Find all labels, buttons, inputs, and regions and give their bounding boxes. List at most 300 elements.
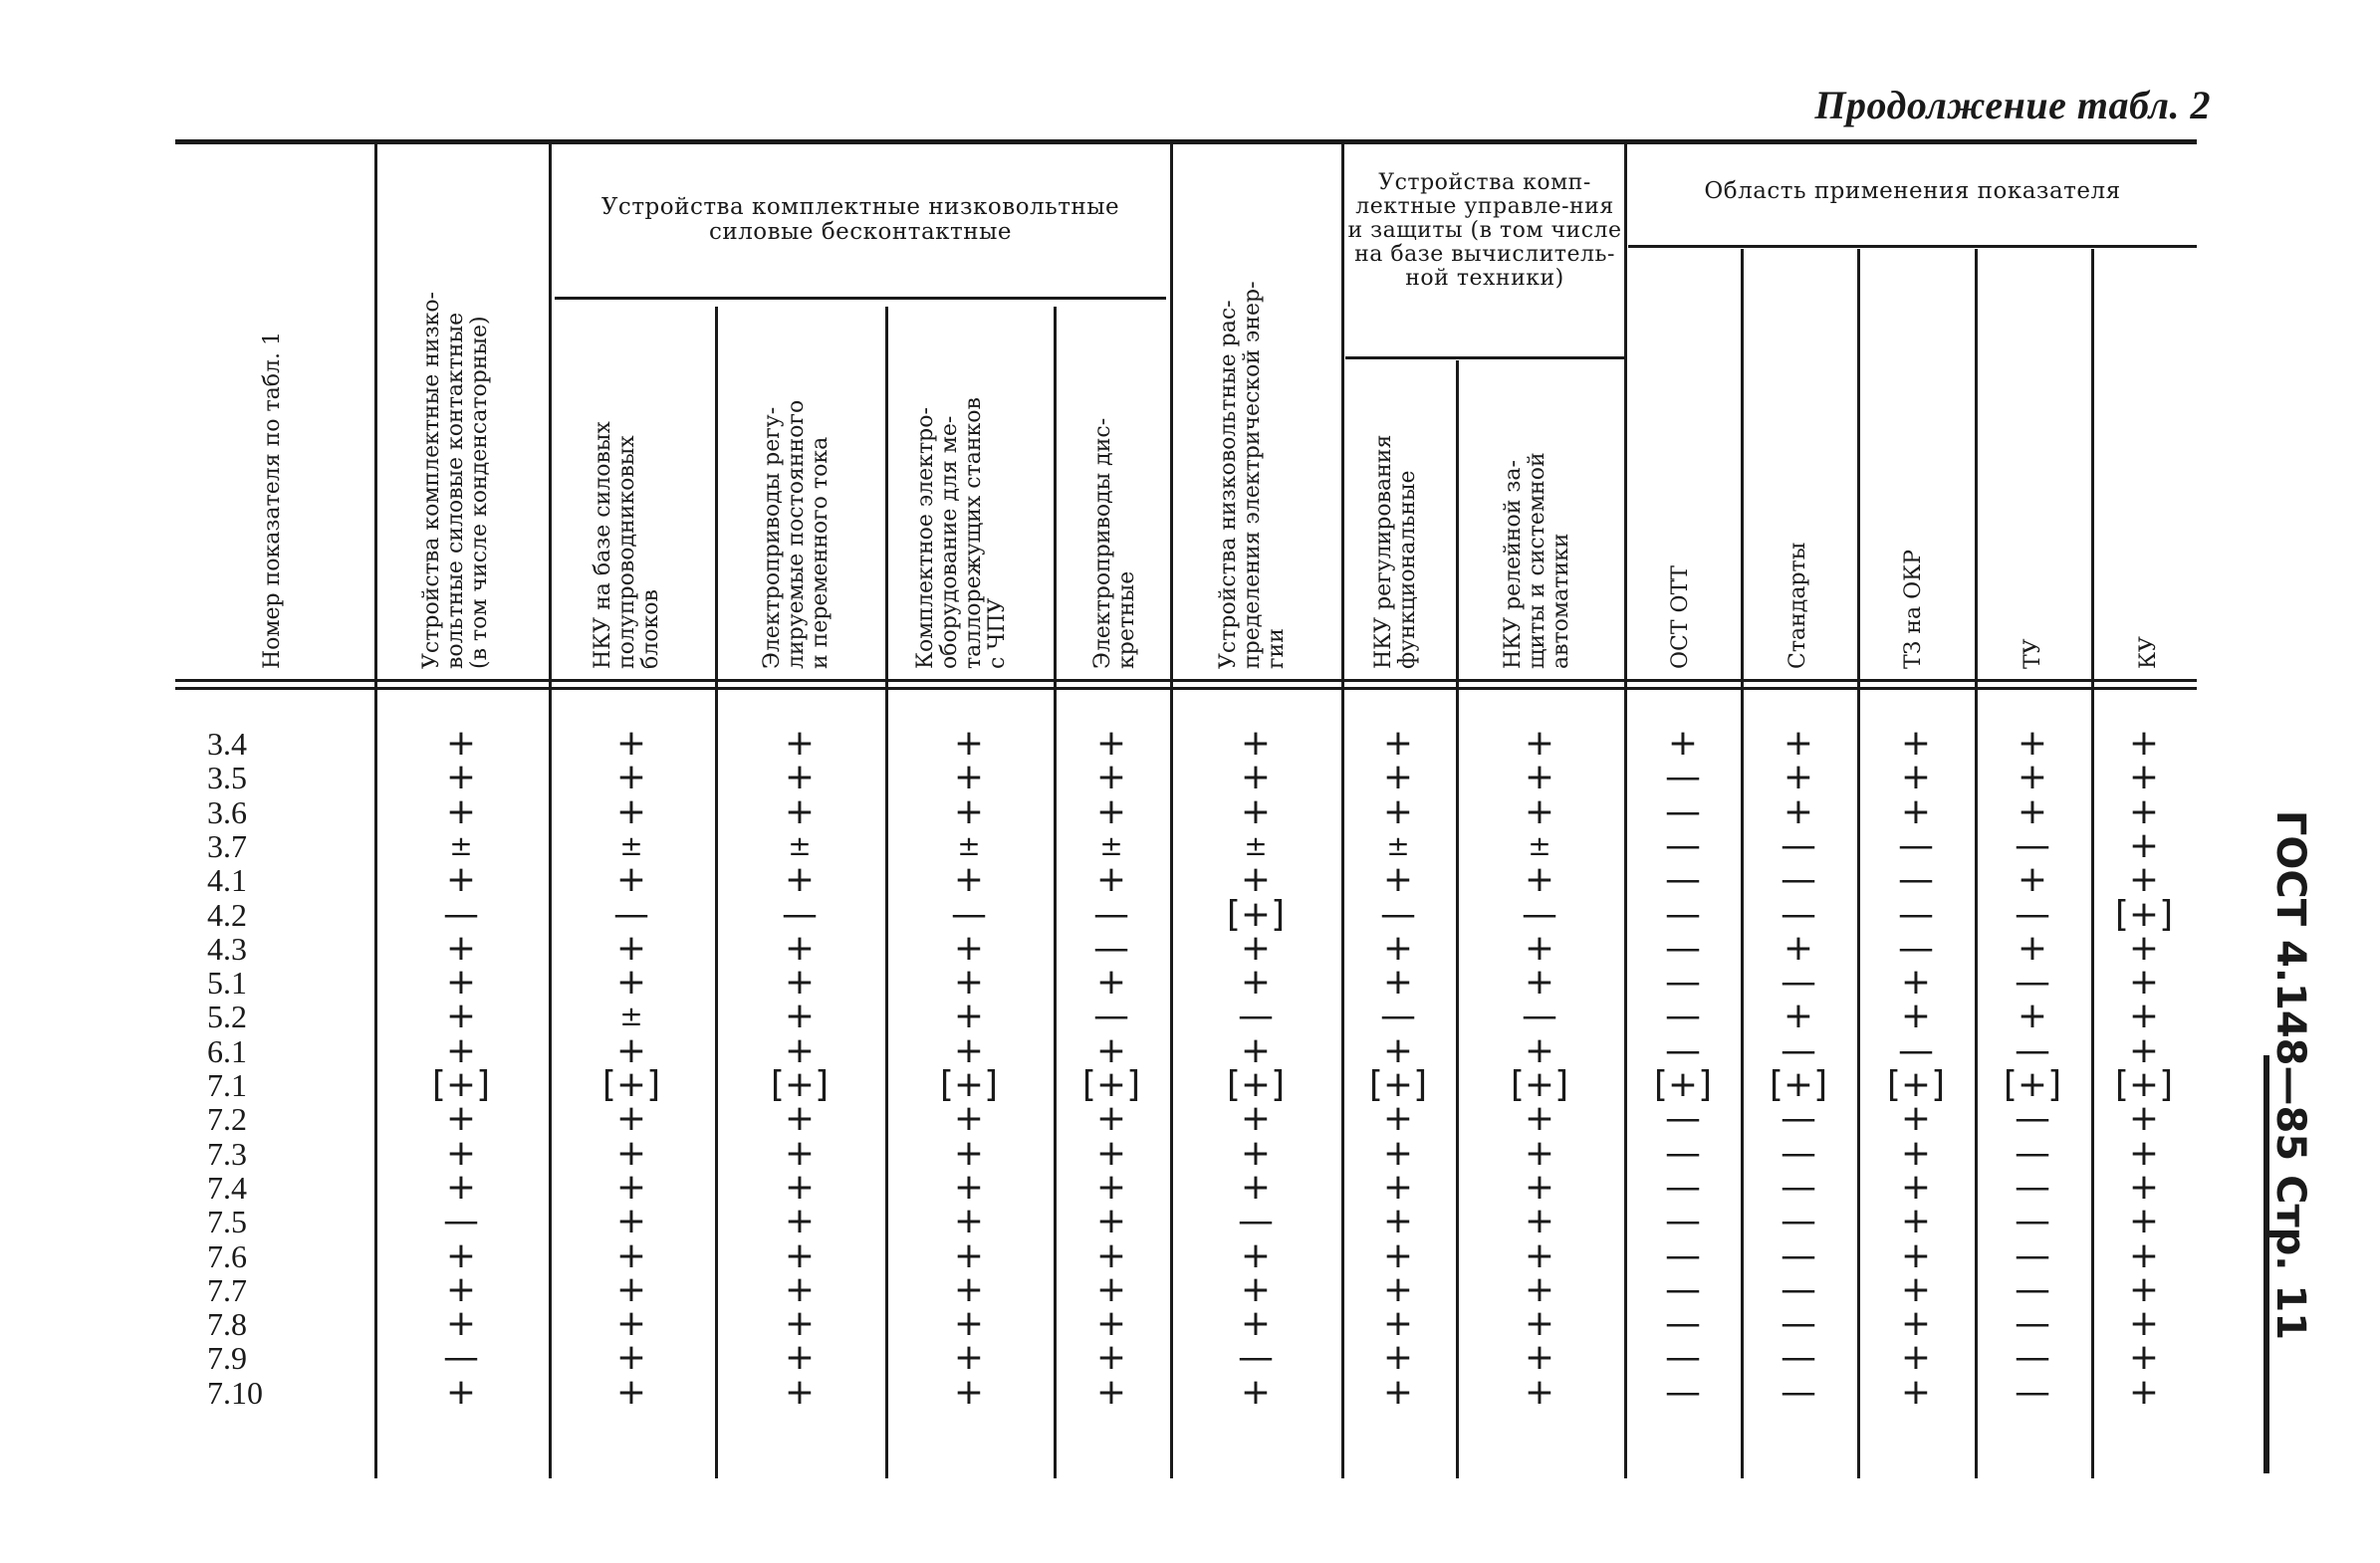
table-cell: + <box>784 859 816 901</box>
table-cell: + <box>615 859 647 901</box>
table-cell: + <box>1524 1337 1555 1379</box>
table-cell: + <box>1524 1234 1555 1276</box>
table-cell: + <box>1524 1268 1555 1310</box>
table-cell: ± <box>1528 828 1551 862</box>
table-cell: + <box>953 1268 985 1310</box>
header-col-nku-blokov: НКУ на базе силовых полупроводниковых блоков <box>591 421 663 669</box>
table-cell: + <box>445 1268 477 1310</box>
table-cell: — <box>1380 893 1416 935</box>
table-cell: — <box>1781 1303 1816 1345</box>
table-cell: + <box>1095 962 1127 1004</box>
table-cell: + <box>1240 927 1272 969</box>
table-cell: — <box>1898 859 1934 901</box>
table-cell: + <box>1900 1132 1932 1174</box>
table-cell: + <box>1240 1098 1272 1140</box>
table-cell: + <box>784 1371 816 1413</box>
header-col-electroprivody-reg: Электроприводы регу- лируемые постоянного и переменного тока <box>760 399 833 669</box>
table-cell: — <box>613 893 649 935</box>
table-cell: + <box>445 723 477 764</box>
table-cell: — <box>1238 1337 1274 1379</box>
table-cell: + <box>1524 962 1555 1004</box>
table-cell: + <box>1900 790 1932 832</box>
table-cell: — <box>1781 824 1816 866</box>
table-cell: + <box>1240 1166 1272 1208</box>
table-cell: + <box>1240 1029 1272 1071</box>
table-cell: — <box>1665 1268 1701 1310</box>
table-cell: — <box>1238 1201 1274 1242</box>
table-cell: — <box>1665 1201 1701 1242</box>
vline <box>1975 249 1978 1478</box>
table-cell: — <box>2015 1268 2050 1310</box>
table-caption: Продолжение табл. 2 <box>1814 83 2211 127</box>
table-cell: + <box>445 1132 477 1174</box>
table-cell: [+] <box>2003 1064 2062 1105</box>
table-cell: [+] <box>2114 893 2174 935</box>
table-cell: — <box>1781 962 1816 1004</box>
table-cell: + <box>1240 962 1272 1004</box>
table-cell: + <box>2128 1132 2160 1174</box>
table-cell: + <box>1240 1268 1272 1310</box>
table-cell: + <box>2017 927 2048 969</box>
table-cell: + <box>1095 1303 1127 1345</box>
table-cell: ± <box>957 828 981 862</box>
table-cell: + <box>1900 1234 1932 1276</box>
header-col-ost-ott: ОСТ ОТТ <box>1668 565 1693 669</box>
table-cell: + <box>953 962 985 1004</box>
row-number: 4.3 <box>207 930 247 967</box>
table-cell: + <box>2128 1029 2160 1071</box>
table-cell: + <box>1900 996 1932 1037</box>
table-cell: — <box>1898 824 1934 866</box>
table-cell: — <box>2015 1029 2050 1071</box>
table-cell: + <box>784 723 816 764</box>
table-cell: — <box>1781 1337 1816 1379</box>
table-cell: + <box>615 1201 647 1242</box>
table-cell: + <box>1382 1098 1414 1140</box>
table-cell: + <box>784 1337 816 1379</box>
header-col-electroprivody-disk: Электроприводы дис- кретные <box>1090 417 1139 669</box>
table-cell: + <box>953 927 985 969</box>
table-cell: + <box>2128 790 2160 832</box>
table-cell: + <box>1900 1303 1932 1345</box>
table-cell: — <box>1665 962 1701 1004</box>
table-cell: + <box>1382 1029 1414 1071</box>
table-cell: + <box>2128 1166 2160 1208</box>
table-cell: — <box>1665 1098 1701 1140</box>
group-beskontakt-underline <box>555 297 1166 300</box>
table-cell: — <box>2015 824 2050 866</box>
table-cell: + <box>615 790 647 832</box>
header-col-number: Номер показателя по табл. 1 <box>260 332 285 669</box>
row-number: 3.5 <box>207 760 247 796</box>
vline <box>1456 360 1459 1478</box>
table-cell: — <box>1898 893 1934 935</box>
table-cell: + <box>1667 723 1699 764</box>
table-cell: + <box>1783 757 1814 798</box>
table-cell: + <box>784 1098 816 1140</box>
table-cell: + <box>445 859 477 901</box>
table-cell: + <box>2017 790 2048 832</box>
table-cell: ± <box>619 1000 643 1033</box>
table-cell: [+] <box>770 1064 830 1105</box>
table-cell: + <box>784 927 816 969</box>
table-cell: + <box>1095 1371 1127 1413</box>
table-cell: — <box>2015 1201 2050 1242</box>
header-col-standarty: Стандарты <box>1785 542 1810 669</box>
table-cell: — <box>1665 757 1701 798</box>
table-cell: + <box>1095 859 1127 901</box>
table-cell: + <box>1524 1098 1555 1140</box>
row-number: 5.1 <box>207 965 247 1002</box>
table-cell: + <box>2128 962 2160 1004</box>
table-cell: + <box>615 1303 647 1345</box>
table-cell: + <box>1524 1166 1555 1208</box>
table-cell: + <box>615 723 647 764</box>
table-cell: + <box>784 1029 816 1071</box>
vline <box>1341 144 1344 1478</box>
table-cell: — <box>1781 1234 1816 1276</box>
table-cell: + <box>784 757 816 798</box>
table-cell: + <box>1240 723 1272 764</box>
table-cell: + <box>445 1234 477 1276</box>
vline <box>1624 144 1627 1478</box>
table-cell: [+] <box>1368 1064 1428 1105</box>
table-cell: + <box>615 1337 647 1379</box>
table-cell: [+] <box>431 1064 491 1105</box>
table-cell: + <box>2128 859 2160 901</box>
table-cell: + <box>1095 1201 1127 1242</box>
vline <box>1054 307 1057 1478</box>
table-cell: — <box>1665 893 1701 935</box>
table-cell: + <box>1095 1132 1127 1174</box>
table-cell: + <box>2017 723 2048 764</box>
table-cell: + <box>2128 1201 2160 1242</box>
table-cell: + <box>2017 996 2048 1037</box>
row-number: 7.3 <box>207 1135 247 1172</box>
table-cell: + <box>1095 790 1127 832</box>
table-cell: — <box>1665 996 1701 1037</box>
table-cell: — <box>1665 1029 1701 1071</box>
table-cell: + <box>1382 757 1414 798</box>
table-cell: — <box>1093 927 1129 969</box>
table-cell: + <box>445 1371 477 1413</box>
table-cell: ± <box>449 828 473 862</box>
table-cell: + <box>445 927 477 969</box>
table-cell: [+] <box>1510 1064 1569 1105</box>
table-cell: — <box>1093 893 1129 935</box>
table-cell: + <box>1524 1201 1555 1242</box>
table-cell: + <box>1524 1029 1555 1071</box>
table-cell: — <box>1898 1029 1934 1071</box>
vline <box>1741 249 1744 1478</box>
table-cell: + <box>1524 927 1555 969</box>
row-number: 7.10 <box>207 1374 263 1411</box>
table-cell: + <box>953 1371 985 1413</box>
table-cell: — <box>2015 1337 2050 1379</box>
table-cell: — <box>443 893 479 935</box>
table-cell: + <box>1382 1371 1414 1413</box>
table-cell: + <box>953 1132 985 1174</box>
table-cell: + <box>2128 824 2160 866</box>
table-cell: — <box>1093 996 1129 1037</box>
table-cell: + <box>1783 790 1814 832</box>
header-bottom-rule-2 <box>175 687 2197 690</box>
table-cell: + <box>1240 859 1272 901</box>
vline <box>374 144 377 1478</box>
table-cell: + <box>2128 1371 2160 1413</box>
table-cell: + <box>1524 1132 1555 1174</box>
vline <box>885 307 888 1478</box>
row-number: 7.4 <box>207 1169 247 1206</box>
table-cell: + <box>1783 927 1814 969</box>
table-cell: + <box>1382 859 1414 901</box>
table-cell: + <box>1095 723 1127 764</box>
table-cell: ± <box>1244 828 1268 862</box>
table-cell: — <box>1665 1337 1701 1379</box>
table-cell: + <box>1382 1201 1414 1242</box>
vline <box>1857 249 1860 1478</box>
table-cell: + <box>1900 1371 1932 1413</box>
table-cell: + <box>2128 1337 2160 1379</box>
row-number: 5.2 <box>207 999 247 1035</box>
table-cell: + <box>1524 757 1555 798</box>
row-number: 3.4 <box>207 726 247 762</box>
table-cell: + <box>1095 1098 1127 1140</box>
table-cell: + <box>1240 757 1272 798</box>
table-cell: + <box>1900 1337 1932 1379</box>
table-cell: [+] <box>1653 1064 1713 1105</box>
vline <box>1170 144 1173 1478</box>
row-number: 3.6 <box>207 793 247 830</box>
vline <box>2091 249 2094 1478</box>
table-cell: — <box>1781 1098 1816 1140</box>
table-cell: + <box>953 790 985 832</box>
table-cell: [+] <box>1226 893 1286 935</box>
table-cell: + <box>1524 723 1555 764</box>
row-number: 6.1 <box>207 1032 247 1069</box>
table-cell: + <box>445 757 477 798</box>
table-cell: — <box>1665 1132 1701 1174</box>
header-bottom-rule-1 <box>175 679 2197 682</box>
table-cell: + <box>615 927 647 969</box>
table-cell: + <box>1095 1029 1127 1071</box>
table-cell: + <box>1524 859 1555 901</box>
table-cell: + <box>953 1029 985 1071</box>
table-cell: + <box>1900 1098 1932 1140</box>
table-cell: + <box>953 996 985 1037</box>
row-number: 4.2 <box>207 896 247 933</box>
table-cell: + <box>2128 1098 2160 1140</box>
table-cell: ± <box>1386 828 1410 862</box>
row-number: 7.8 <box>207 1306 247 1343</box>
row-number: 7.7 <box>207 1271 247 1308</box>
row-number: 7.1 <box>207 1067 247 1103</box>
table-cell: — <box>2015 1098 2050 1140</box>
row-number: 7.6 <box>207 1237 247 1274</box>
vline <box>549 144 552 1478</box>
table-cell: + <box>1382 1337 1414 1379</box>
side-stamp: ГОСТ 4.148—85 Стр. 11 <box>2267 809 2313 1341</box>
table-cell: + <box>1240 790 1272 832</box>
table-cell: — <box>1665 927 1701 969</box>
table-cell: + <box>1783 723 1814 764</box>
table-cell: + <box>615 1166 647 1208</box>
header-col-chpu: Комплектное электро- оборудование для ме- таллорежущих станков с ЧПУ <box>913 397 1010 669</box>
table-cell: + <box>1524 790 1555 832</box>
table-cell: + <box>1382 723 1414 764</box>
table-cell: + <box>784 790 816 832</box>
table-cell: — <box>1665 1166 1701 1208</box>
table-cell: — <box>2015 962 2050 1004</box>
table-cell: + <box>1095 1268 1127 1310</box>
table-cell: + <box>2128 723 2160 764</box>
table-cell: + <box>615 1098 647 1140</box>
table-cell: + <box>1783 996 1814 1037</box>
header-group-upravl: Устройства комп-лектные управле-ния и защиты (в том числе на базе вычислитель-ной техники) <box>1347 170 1622 291</box>
table-cell: + <box>615 1268 647 1310</box>
table-cell: — <box>1781 1371 1816 1413</box>
table-cell: [+] <box>1886 1064 1946 1105</box>
table-cell: + <box>615 757 647 798</box>
table-cell: ± <box>788 828 812 862</box>
table-cell: + <box>615 962 647 1004</box>
table-cell: + <box>445 1303 477 1345</box>
header-col-raspredeleniya: Устройства низковольтные рас- пределения электрической энер- гии <box>1216 281 1289 669</box>
table-cell: — <box>2015 1234 2050 1276</box>
table-cell: + <box>1382 790 1414 832</box>
table-cell: + <box>953 1201 985 1242</box>
table-cell: + <box>1095 1166 1127 1208</box>
table-cell: + <box>1382 1234 1414 1276</box>
table-cell: + <box>784 1132 816 1174</box>
table-cell: + <box>1900 1166 1932 1208</box>
table-cell: + <box>1900 1268 1932 1310</box>
table-cell: + <box>953 1166 985 1208</box>
header-col-tu: ТУ <box>2021 638 2045 669</box>
table-cell: + <box>953 757 985 798</box>
table-cell: — <box>951 893 987 935</box>
table-cell: + <box>1524 1303 1555 1345</box>
table-cell: + <box>953 1234 985 1276</box>
table-cell: + <box>2017 859 2048 901</box>
table-cell: + <box>1240 1303 1272 1345</box>
table-cell: ± <box>1099 828 1123 862</box>
table-cell: — <box>443 1201 479 1242</box>
table-cell: + <box>445 1029 477 1071</box>
group-upravl-underline <box>1345 356 1624 359</box>
table-cell: — <box>1898 927 1934 969</box>
table-cell: — <box>1781 1029 1816 1071</box>
table-cell: + <box>615 1029 647 1071</box>
table-cell: + <box>784 1303 816 1345</box>
table-cell: — <box>1781 1166 1816 1208</box>
table-cell: + <box>1900 723 1932 764</box>
table-cell: + <box>1900 757 1932 798</box>
table-cell: + <box>1382 1132 1414 1174</box>
table-cell: + <box>784 1234 816 1276</box>
table-cell: + <box>2128 927 2160 969</box>
row-number: 7.9 <box>207 1340 247 1377</box>
header-col-kontakt: Устройства комплектные низко- вольтные силовые контактные (в том числе конденсаторные) <box>419 292 492 669</box>
table-cell: + <box>953 1303 985 1345</box>
table-cell: + <box>953 1337 985 1379</box>
table-cell: — <box>1781 859 1816 901</box>
table-cell: + <box>2128 757 2160 798</box>
table-cell: + <box>1524 1371 1555 1413</box>
table-cell: [+] <box>2114 1064 2174 1105</box>
table-cell: + <box>1095 757 1127 798</box>
table-cell: — <box>1380 996 1416 1037</box>
table-cell: — <box>1781 1268 1816 1310</box>
vline <box>715 307 718 1478</box>
table-cell: — <box>1665 1303 1701 1345</box>
header-col-ku: КУ <box>2136 636 2161 669</box>
table-cell: — <box>1781 893 1816 935</box>
table-cell: + <box>1382 1268 1414 1310</box>
row-number: 7.2 <box>207 1101 247 1138</box>
table-top-rule <box>175 139 2197 144</box>
table-cell: + <box>2128 996 2160 1037</box>
group-oblast-underline <box>1628 245 2197 248</box>
table-cell: — <box>782 893 818 935</box>
table-cell: — <box>1665 1371 1701 1413</box>
table-cell: [+] <box>939 1064 999 1105</box>
table-cell: — <box>2015 1166 2050 1208</box>
table-cell: + <box>1240 1132 1272 1174</box>
table-cell: — <box>2015 1132 2050 1174</box>
table-cell: + <box>784 1268 816 1310</box>
table-cell: — <box>1781 1132 1816 1174</box>
table-cell: + <box>445 790 477 832</box>
table-cell: + <box>1900 1201 1932 1242</box>
table-cell: + <box>1900 962 1932 1004</box>
header-col-tz-okr: ТЗ на ОКР <box>1901 549 1926 669</box>
table-cell: — <box>443 1337 479 1379</box>
table-cell: + <box>615 1234 647 1276</box>
table-cell: + <box>445 996 477 1037</box>
row-number: 4.1 <box>207 862 247 899</box>
row-number: 3.7 <box>207 827 247 864</box>
table-cell: ± <box>619 828 643 862</box>
table-cell: — <box>1781 1201 1816 1242</box>
table-cell: + <box>784 1166 816 1208</box>
header-col-nku-funkc: НКУ регулирования функциональные <box>1371 434 1420 669</box>
table-cell: + <box>1382 927 1414 969</box>
table-cell: — <box>1522 893 1557 935</box>
table-cell: — <box>1665 1234 1701 1276</box>
table-cell: + <box>1095 1337 1127 1379</box>
table-cell: + <box>2128 1303 2160 1345</box>
table-cell: — <box>2015 1371 2050 1413</box>
table-cell: — <box>1238 996 1274 1037</box>
table-cell: [+] <box>1226 1064 1286 1105</box>
table-cell: + <box>2128 1234 2160 1276</box>
table-cell: + <box>784 962 816 1004</box>
table-cell: + <box>953 723 985 764</box>
table-cell: [+] <box>1769 1064 1828 1105</box>
table-cell: + <box>1382 1166 1414 1208</box>
table-cell: [+] <box>1081 1064 1141 1105</box>
table-cell: — <box>2015 1303 2050 1345</box>
table-cell: — <box>2015 893 2050 935</box>
table-cell: + <box>1382 962 1414 1004</box>
table-cell: + <box>1240 1371 1272 1413</box>
table-cell: + <box>1382 1303 1414 1345</box>
table-cell: — <box>1522 996 1557 1037</box>
table-cell: + <box>445 1098 477 1140</box>
table-cell: + <box>615 1371 647 1413</box>
table-cell: + <box>784 1201 816 1242</box>
